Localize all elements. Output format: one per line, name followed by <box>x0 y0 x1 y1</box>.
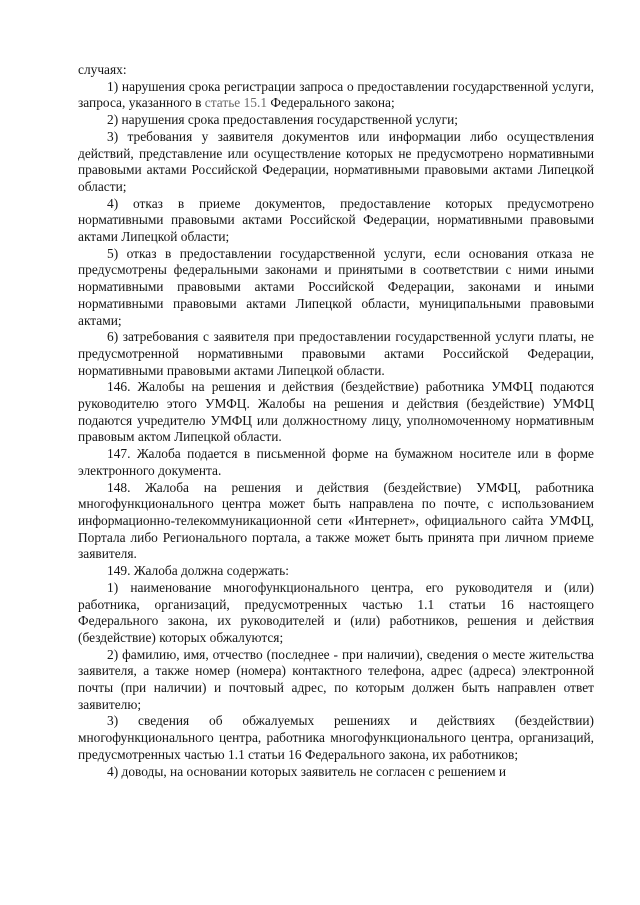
paragraph-requirement-1 <box>78 580 594 647</box>
paragraph-item-3 <box>78 129 594 196</box>
text-segment: 1) наименование многофункционального центра, его руководителя и (или) работника, организаций, предусмотренных частью 1.1 статьи 16 настоящего Федерального закона, их руководителей и (или) работников, решения и действия (бездействие) которых обжалуются; <box>78 579 594 645</box>
paragraph-clause-148 <box>78 480 594 564</box>
text-segment: 146. Жалобы на решения и действия (бездействие) работника УМФЦ подаются руководителю этого УМФЦ. Жалобы на решения и действия (бездействие) УМФЦ подаются учредителю УМФЦ или должностному лицу, уполномоченному нормативным правовым актом Липецкой области. <box>78 379 594 445</box>
text-segment: 148. Жалоба на решения и действия (бездействие) УМФЦ, работника многофункционального центра может быть направлена по почте, с использованием информационно-телекоммуникационной сети «Интернет», официального сайта УМФЦ, Портала либо Регионального портала, а также может быть принята при личном приеме заявителя. <box>78 479 594 562</box>
text-segment: Федерального закона; <box>267 95 395 111</box>
text-segment: 147. Жалоба подается в письменной форме на бумажном носителе или в форме электронного документа. <box>78 446 594 478</box>
paragraph-item-2 <box>78 112 594 129</box>
text-segment: 2) фамилию, имя, отчество (последнее - при наличии), сведения о месте жительства заявителя, а также номер (номера) контактного телефона, адрес (адреса) электронной почты (при наличии) и почтовый адрес, по которым должен быть направлен ответ заявителю; <box>78 646 594 712</box>
text-segment: 6) затребования с заявителя при предоставлении государственной услуги платы, не предусмотренной нормативными правовыми актами Российской Федерации, нормативными правовыми актами Липецкой области. <box>78 329 594 378</box>
text-segment: 5) отказ в предоставлении государственной услуги, если основания отказа не предусмотрены федеральными законами и принятыми в соответствии с ними иными нормативными правовыми актами Российской Федерации, законами и иными нормативными правовыми актами Липецкой области, муниципальными правовыми актами; <box>78 245 594 328</box>
paragraph-clause-146 <box>78 379 594 446</box>
paragraph-intro <box>78 62 594 79</box>
paragraph-requirement-2 <box>78 647 594 714</box>
paragraph-item-5 <box>78 246 594 330</box>
paragraph-item-1 <box>78 79 594 112</box>
paragraph-item-6 <box>78 329 594 379</box>
paragraph-requirement-4 <box>78 764 594 781</box>
paragraph-clause-149 <box>78 563 594 580</box>
text-segment: 3) требования у заявителя документов или информации либо осуществления действий, представление или осуществление которых не предусмотрено нормативными правовыми актами Российской Федерации, нормативными правовыми актами Липецкой области; <box>78 128 594 194</box>
paragraph-requirement-3 <box>78 713 594 763</box>
text-segment: 1) нарушения срока регистрации запроса о предоставлении государственной услуги, запроса, указанного в <box>78 78 594 111</box>
paragraph-clause-147 <box>78 446 594 479</box>
text-segment: 149. Жалоба должна содержать: <box>107 563 289 579</box>
document-page <box>78 62 594 780</box>
text-segment: 4) доводы, на основании которых заявитель не согласен с решением и <box>107 763 507 779</box>
text-segment: 2) нарушения срока предоставления государственной услуги; <box>107 112 459 128</box>
law-article-link[interactable]: статье 15.1 <box>204 95 268 111</box>
text-segment: 4) отказ в приеме документов, предоставление которых предусмотрено нормативными правовыми актами Российской Федерации, нормативными правовыми актами Липецкой области; <box>78 195 594 245</box>
paragraph-item-4 <box>78 196 594 246</box>
text-segment: случаях: <box>78 62 127 77</box>
text-segment: 3) сведения об обжалуемых решениях и действиях (бездействии) многофункционального центра, работника многофункционального центра, организаций, предусмотренных частью 1.1 статьи 16 Федерального закона, их работников; <box>78 713 594 762</box>
